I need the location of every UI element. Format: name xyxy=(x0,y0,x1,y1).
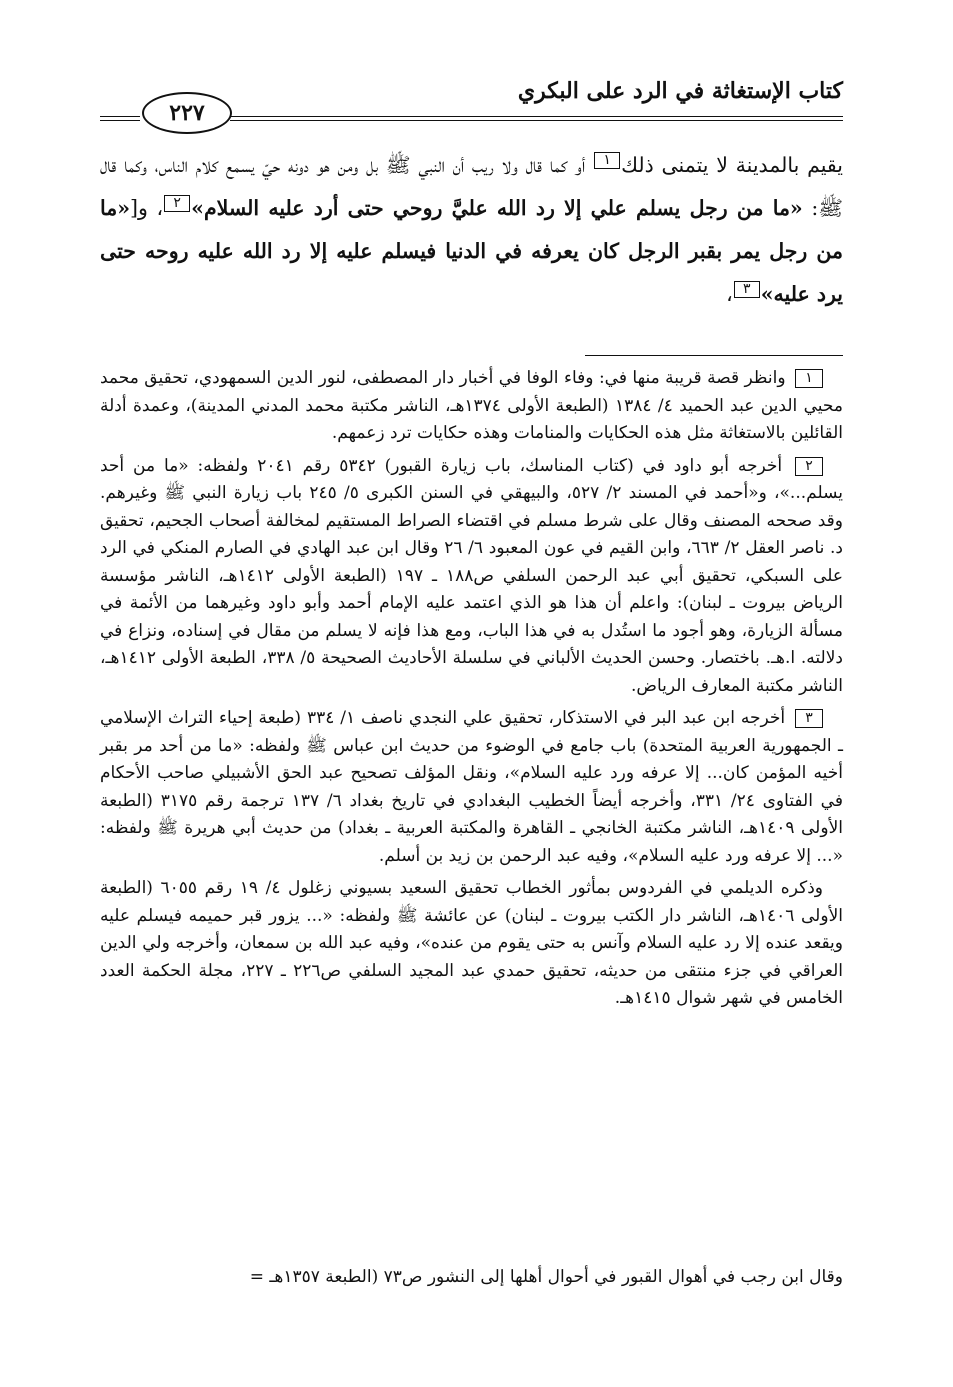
footnote-3 xyxy=(100,705,843,870)
footnote-ref-2[interactable]: ٢ xyxy=(164,195,190,212)
text-segment: ، xyxy=(726,282,733,306)
footnote-number: ١ xyxy=(795,369,823,388)
footnotes xyxy=(100,365,843,1013)
text-segment: ، و[ xyxy=(130,196,164,220)
footnote-text: أخرجه أبو داود في (كتاب المناسك، باب زيارة القبور) ٥٣٤٢ رقم ٢٠٤١ ولفظه: «ما من أحد يسلم...»، و«أحمد في المسند ٢/ ٥٢٧، والبيهقي في السنن الكبرى ٥/ ٢٤٥ باب زيارة النبي ﷺ وغيرهم. وقد صححه المصنف وقال على شرط مسلم في اقتضاء الصراط المستقيم لمخالفة أصحاب الجحيم، تحقيق د. ناصر العقل ٢/ ٦٦٣، وابن القيم في عون المعبود ٦/ ٢٦ وقال ابن عبد الهادي في الصارم المنكي في الرد على السبكي، تحقيق أبي عبد الرحمن السلفي ص١٨٨ ـ ١٩٧ (الطبعة الأولى ١٤١٢هـ، الناشر مؤسسة الرياض بيروت ـ لبنان): واعلم أن هذا هو الذي اعتمد عليه الإمام أحمد وأبو داود وغيرهما من الأئمة في مسألة الزيارة، وهو أجود ما استُدل به في هذا الباب، ومع هذا فإنه لا يسلم من مقال في إسناده، ونزاع في دلالته. ا.هـ. باختصار. وحسن الحديث الألباني في سلسلة الأحاديث الصحيحة ٥/ ٣٣٨، الطبعة الأولى ١٤١٢هـ، الناشر مكتبة المعارف الرياض. xyxy=(100,455,843,696)
footnote-separator xyxy=(585,355,843,356)
footnote-number: ٢ xyxy=(795,457,823,476)
footnote-number: ٣ xyxy=(795,709,823,728)
main-paragraph xyxy=(100,144,843,316)
header-rule-left xyxy=(100,116,140,121)
header-rule xyxy=(230,116,843,121)
page-header xyxy=(100,70,843,130)
footnote-3-continuation: وذكره الديلمي في الفردوس بمأثور الخطاب تحقيق السعيد بسيوني زغلول ٤/ ١٩ رقم ٦٠٥٥ (الطبعة الأولى ١٤٠٦هـ، الناشر دار الكتب بيروت ـ لبنان) عن عائشة ﷺ ولفظه: «... يزور قبر حميمه فيسلم عليه ويقعد عنده إلا رد عليه السلام وآنس به حتى يقوم من عنده»، وفيه عبد الله بن سمعان، وأخرجه ولي الدين العراقي في جزء منتقى من حديثه، تحقيق حمدي عبد المجيد السلفي ص٢٢٦ ـ ٢٢٧، مجلة الحكمة العدد الخامس في شهر شوال ١٤١٥هـ. xyxy=(100,878,844,1008)
page-number: ٢٢٧ xyxy=(142,92,232,134)
hadith-quote-2: «ما من رجل يمر بقبر الرجل كان يعرفه في الدنيا فيسلم عليه إلا رد الله عليه روحه حتى يرد عليه» xyxy=(100,196,843,306)
footnote-2 xyxy=(100,453,843,701)
book-title: كتاب الإستغاثة في الرد على البكري xyxy=(517,78,843,104)
main-text xyxy=(100,144,843,316)
footnote-ref-3[interactable]: ٣ xyxy=(734,281,760,298)
footnote-1 xyxy=(100,365,843,448)
footnote-last-line: وقال ابن رجب في أهوال القبور في أحوال أهلها إلى النشور ص٧٣ (الطبعة ١٣٥٧هـ = xyxy=(249,1267,843,1287)
text-segment: يقيم بالمدينة لا يتمنى ذلك xyxy=(621,153,843,177)
footnote-text: وانظر قصة قريبة منها في: وفاء الوفا في أخبار دار المصطفى، لنور الدين السمهودي، تحقيق محمد محيي الدين عبد الحميد ٤/ ١٣٨٤ (الطبعة الأولى ١٣٧٤هـ، الناشر مكتبة محمد المدني المدينة)، وعمدة أدلة القائلين بالاستغاثة مثل هذه الحكايات والمنامات وهذه حكايات ترد زعمهم. xyxy=(100,368,843,443)
footnote-text: أخرجه ابن عبد البر في الاستذكار، تحقيق علي النجدي ناصف ١/ ٣٣٤ (طبعة إحياء التراث الإسلامي ـ الجمهورية العربية المتحدة) باب جامع في الوضوء من حديث ابن عباس ﷺ ولفظه: «ما من أحد مر بقبر أخيه المؤمن كان... إلا عرفه ورد عليه السلام»، ونقل المؤلف تصحيح عبد الحق الأشبيلي صاحب الأحكام في الفتاوى ٢٤/ ٣٣١، وأخرجه أيضاً الخطيب البغدادي في تاريخ بغداد ٦/ ١٣٧ ترجمة رقم ٣١٧٥ (الطبعة الأولى ١٤٠٩هـ، الناشر مكتبة الخانجي ـ القاهرة والمكتبة العربية ـ بغداد) من حديث أبي هريرة ﷺ ولفظه: «... إلا عرفه ورد عليه السلام»، وفيه عبد الرحمن بن زيد بن أسلم. xyxy=(100,708,843,866)
footnote-ref-1[interactable]: ١ xyxy=(594,152,620,169)
text-segment: أو كما قال ولا ريب أن النبي ﷺ بل ومن هو دونه حيّ يسمع كلام الناس، وكما قال ﷺ: xyxy=(100,153,844,220)
hadith-quote-1: «ما من رجل يسلم علي إلا رد الله عليَّ روحي حتى أرد عليه السلام» xyxy=(191,196,803,220)
